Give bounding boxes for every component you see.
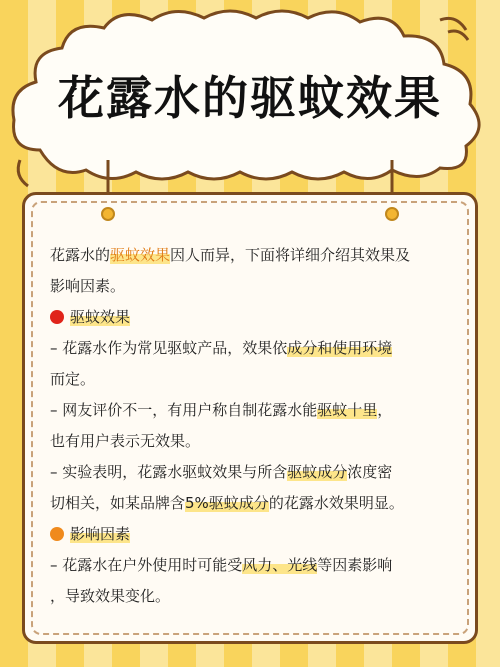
article-body — [50, 240, 460, 612]
bullet-line: – 网友评价不一，有用户称自制花露水能驱蚊十里， — [50, 401, 393, 419]
highlight: 驱蚊效果 — [110, 246, 171, 264]
intro-line-2: 影响因素。 — [50, 277, 126, 295]
section-heading-factors: 影响因素 — [50, 519, 460, 550]
intro-line-1: 花露水的驱蚊效果因人而异，下面将详细介绍其效果及 — [50, 246, 411, 264]
bullet-line: – 花露水作为常见驱蚊产品，效果依成分和使用环境 — [50, 339, 393, 357]
bullet-line: ，导致效果变化。 — [50, 587, 171, 605]
bullet-line: – 实验表明，花露水驱蚊效果与所含驱蚊成分浓度密 — [50, 463, 393, 481]
bullet-line: – 花露水在户外使用时可能受风力、光线等因素影响 — [50, 556, 393, 574]
bullet-line: 也有用户表示无效果。 — [50, 432, 201, 450]
right-pin-icon — [385, 207, 399, 221]
red-circle-icon — [50, 310, 64, 324]
bullet-line: 而定。 — [50, 370, 96, 388]
orange-circle-icon — [50, 527, 64, 541]
section-heading-effect: 驱蚊效果 — [50, 302, 460, 333]
page-title: 花露水的驱蚊效果 — [58, 71, 442, 125]
left-pin-icon — [101, 207, 115, 221]
bullet-line: 切相关，如某品牌含5%驱蚊成分的花露水效果明显。 — [50, 494, 404, 512]
